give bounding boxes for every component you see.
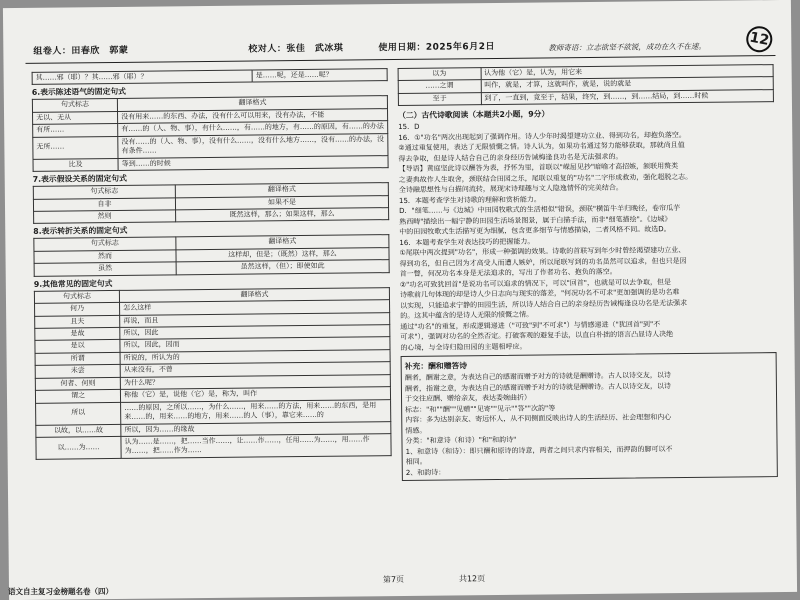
table-cell: 所说的，所认为的 bbox=[120, 349, 390, 364]
table-cell: 其……邪（耶）？其……邪（耶）？ bbox=[32, 70, 252, 85]
table-cell: 至于 bbox=[398, 93, 481, 106]
table-cell: 怎么这样 bbox=[120, 300, 390, 315]
table-row bbox=[34, 208, 389, 224]
table-cell: 所谓 bbox=[35, 352, 120, 365]
text-line: 首一瞥，何况功名本身是无法追求的，写出了作者功名、抱负的落空。 bbox=[399, 268, 617, 279]
authors-label: 组卷人：田春欣 郭蒙 bbox=[33, 45, 129, 57]
text-line: 的。这其中蕴含的是诗人无限的愤慨之情。 bbox=[400, 310, 534, 321]
table-row bbox=[36, 434, 391, 460]
table-cell: 所以 bbox=[36, 402, 121, 425]
supplement-box bbox=[401, 352, 778, 481]
table-row bbox=[32, 69, 387, 85]
table-cell: 没有用来……的东西、办法，没有什么可以用来，没有办法，不能 bbox=[118, 108, 388, 123]
table-cell: 叫作，就是，才算，这就叫作，就是，说的就是 bbox=[481, 77, 774, 92]
table-cell: 认为……是……，把……当作……，让……作……，任用……为……，用……作为……，把……作为…… bbox=[121, 434, 391, 459]
section-6-title: 6.表示陈述语气的固定句式 bbox=[31, 87, 127, 98]
date-label: 使用日期：2025年6月2日 bbox=[378, 41, 495, 54]
text-line: 情感。 bbox=[405, 426, 427, 435]
table-cell: 比及 bbox=[33, 158, 118, 171]
table-cell: 虽然 bbox=[34, 262, 176, 276]
table-cell: 所以，因为……的缘故 bbox=[121, 421, 391, 436]
top-left-table bbox=[32, 68, 388, 85]
table-cell: 自非 bbox=[33, 197, 175, 211]
text-line: 酬者，指谢之意，为表达自己的感谢而赠予对方的诗就是酬赠诗。古人以诗交友，以诗 bbox=[404, 381, 671, 393]
text-line: 通过"功名"的重复，形成逻辑递进（"可致"到"不可求"）与情感递进（"犹回首"到"不 bbox=[400, 320, 661, 331]
table-row bbox=[34, 260, 389, 276]
table-cell: 然则 bbox=[34, 210, 176, 224]
table-cell: 以故，以……故 bbox=[36, 424, 121, 437]
table-cell: 有所…… bbox=[33, 124, 118, 137]
table-cell: 是……呢，还是……呢？ bbox=[252, 69, 387, 83]
column-header: 翻译格式 bbox=[176, 235, 389, 250]
text-line: 相同。 bbox=[405, 458, 427, 467]
column-header: 句式标志 bbox=[34, 237, 176, 251]
text-line: 标志："和""酬""见赠""见寄""见示""答""次韵"等 bbox=[405, 404, 556, 414]
text-line: ①尾联中两次提到"功名"，形成一种强调的效果。诗歌的首联写到年少时曾经渴望建功立业、 bbox=[399, 246, 686, 258]
total-pages: 共12页 bbox=[458, 574, 486, 584]
answer-text-block bbox=[398, 118, 776, 353]
exam-name-footer: 语文自主复习金榜题名卷（四） bbox=[8, 587, 113, 596]
table-cell: 何乃 bbox=[35, 303, 120, 316]
table-cell: 这样却，但是；（既然）这样，那么 bbox=[176, 247, 389, 262]
table-cell: 如果不是 bbox=[175, 195, 388, 210]
table-cell: 然而 bbox=[34, 250, 176, 264]
table-cell: 没有……的（人、物、事），没有什么……，没有什么地方……，没有……的办法，没有条件…… bbox=[118, 133, 388, 158]
text-line: 于交往应酬、赠给亲友，表达委婉曲折） bbox=[404, 393, 532, 404]
table-cell: 以……为…… bbox=[36, 436, 121, 459]
column-header: 翻译格式 bbox=[120, 287, 390, 302]
column-header: 翻译格式 bbox=[175, 183, 388, 198]
left-column bbox=[32, 68, 392, 460]
text-line: D．"细笔……与《边城》中田园牧歌式的生活相似"错误，颈联"横笛牛羊归晚径，卷帘瓜芋 bbox=[399, 204, 681, 216]
text-line: 的心境，与全诗归隐田园的主题相呼应。 bbox=[400, 342, 527, 352]
text-line: 分类："和意诗（和诗）"和"和韵诗" bbox=[405, 436, 517, 446]
section-7-table bbox=[33, 182, 389, 224]
page-number: 第7页 bbox=[382, 574, 405, 585]
proofreaders-label: 校对人：张佳 武冰琪 bbox=[248, 43, 344, 55]
table-cell: 无以、无从 bbox=[33, 111, 118, 124]
section-7-title: 7.表示假设关系的固定句式 bbox=[32, 173, 127, 184]
table-cell: 何者、何则 bbox=[35, 377, 120, 390]
table-cell: 未尝 bbox=[35, 365, 120, 378]
column-header: 句式标志 bbox=[33, 185, 175, 199]
table-cell: 有……的（人、物、事），有什么……，有……的地方，有……的原因，有……的办法 bbox=[118, 121, 388, 136]
table-cell: 是故 bbox=[35, 327, 120, 340]
text-line: 1、和意诗（和诗）：即只酬和原诗的诗意，两者之间只求内容相关，而押韵的脚可以不 bbox=[405, 444, 673, 456]
text-line: 得去争取，但是诗人结合自己的亲身经历告诫梅逢良功名是无法强求的。 bbox=[398, 152, 623, 163]
column-header: 句式标志 bbox=[32, 99, 117, 112]
table-cell: 以为 bbox=[398, 68, 481, 81]
right-column bbox=[398, 64, 778, 481]
text-line: 中的田园牧歌式生活描写更为细腻，包含更多细节与情感描染，二者风格不同。故选D。 bbox=[399, 225, 671, 237]
text-line: 16．本题考查学生对表达技巧的把握能力。 bbox=[399, 237, 535, 247]
table-cell: ……之谓 bbox=[398, 80, 481, 93]
text-line: 熟西畴"描绘出一幅宁静的田园生活场景图景，属于白描手法，而非"细笔描绘"。《边城》 bbox=[399, 214, 672, 226]
table-cell: 所以，因此，因而 bbox=[120, 337, 390, 352]
table-cell: 无所…… bbox=[33, 136, 118, 159]
text-line: 以实现，只能追求宁静的田园生活，所以诗人结合自己的亲身经历告诫梅逢良功名是无法强求 bbox=[400, 298, 688, 310]
table-row bbox=[398, 89, 773, 105]
text-line: 诗歌前几句体现的却是诗人少日志向与现实的落差，"何况功名不可求"更加强调的是功名难 bbox=[399, 288, 680, 300]
table-cell: 等到……的时候 bbox=[118, 155, 388, 170]
text-line: 全诗融思想性与白描问流转，展现宋诗理趣与文人隐逸情怀的完美结合。 bbox=[398, 183, 623, 195]
column-header: 翻译格式 bbox=[118, 96, 388, 111]
table-cell: 且夫 bbox=[35, 315, 120, 328]
section-6-table bbox=[32, 96, 389, 172]
page-circle-number: 12 bbox=[744, 24, 775, 55]
table-cell: 再说，而且 bbox=[120, 312, 390, 327]
text-line: 15．D bbox=[398, 123, 420, 132]
table-row bbox=[33, 155, 388, 171]
text-line: 15．本题考查学生对诗歌的理解和赏析能力。 bbox=[398, 195, 541, 205]
table-cell: 到了，一直到，竟至于，结果，终究，到……，到……结局，到……时候 bbox=[481, 89, 774, 104]
header-rule bbox=[25, 55, 775, 64]
text-line: 【导语】黄庭坚此诗以酬答为表，抒怀为里，首联以"嵘屈见抄"暗喻才高招嫉，颔联用赘类 bbox=[398, 162, 679, 174]
supplement-title: 补充：酬和赠答诗 bbox=[404, 361, 468, 372]
section-9-title: 9.其他常见的固定句式 bbox=[33, 278, 113, 289]
table-cell: 所以，因此 bbox=[120, 325, 390, 340]
text-line: 内容：多为达别亲友、寄远怀人，从不同侧面反映出诗人的生活经历、社会理想和内心 bbox=[405, 413, 672, 425]
section-8-title: 8.表示转折关系的固定句式 bbox=[33, 226, 128, 237]
table-cell: 称他（它）是，说他（它）是，称为，叫作 bbox=[121, 387, 391, 402]
table-cell: 谓之 bbox=[35, 390, 120, 403]
text-line: ②"功名可致犹回首"是说功名可以追求的情况下，可以"回首"，也就是可以去争取，但是 bbox=[399, 277, 672, 289]
table-cell: 是以 bbox=[35, 340, 120, 353]
text-line: 酬者，酬谢之意，为表达自己的感谢而赠予对方的诗就是酬赠诗。古人以诗交友，以诗 bbox=[404, 371, 671, 383]
teacher-motto: 教师寄语：立志欲坚不欲锐，成功在久不在速。 bbox=[548, 41, 706, 53]
text-line: 之妻典故作人生取舍，颈联结合田园之乐，尾联以重复的"功名"二字形成救劝，强化超脱之志。 bbox=[398, 172, 693, 184]
table-cell: 为什么呢？ bbox=[120, 374, 390, 389]
poetry-section-title: （二）古代诗歌阅读（本题共2小题，9分） bbox=[398, 109, 550, 121]
exam-sheet bbox=[3, 0, 797, 600]
text-line: 可求"），强调对功名的全然否定。打破客观的避复手法，以直白朴拙的语言凸显诗人决绝 bbox=[400, 330, 674, 342]
text-line: ②通过重复使用，表达了无限愤慨之情。诗人认为，如果功名通过努力能够获取，那就尚且值 bbox=[398, 141, 685, 153]
column-header: 句式标志 bbox=[34, 290, 119, 303]
text-line: 2、和韵诗： bbox=[405, 468, 446, 477]
text-line: 16．①"功名"两次出现起到了强调作用。诗人少年时渴望建功立业、得到功名，却抱负落空。 bbox=[398, 130, 686, 142]
text-line: 得到功名，但自己因为才高受人而遭人嫉妒，所以尾联写到的功名虽然可以追求，但也只是因 bbox=[399, 256, 687, 268]
right-phrase-table bbox=[398, 64, 774, 106]
table-cell: 既然这样，那么；如果这样，那么 bbox=[176, 208, 389, 223]
supplement-text-block bbox=[405, 369, 774, 478]
table-cell: 从来没有，不曾 bbox=[120, 362, 390, 377]
section-9-table bbox=[34, 287, 392, 460]
section-8-table bbox=[33, 234, 389, 276]
table-cell: 虽然这样，（但）；即使如此 bbox=[176, 260, 389, 275]
table-cell: 认为他（它）是，认为，用它来 bbox=[481, 65, 774, 80]
table-cell: ……的原因，之所以……，为什么……，用来……的方法，用来……的东西，是用来……的，用来……的地方，用来……的人（事），靠它来……的 bbox=[121, 399, 391, 424]
